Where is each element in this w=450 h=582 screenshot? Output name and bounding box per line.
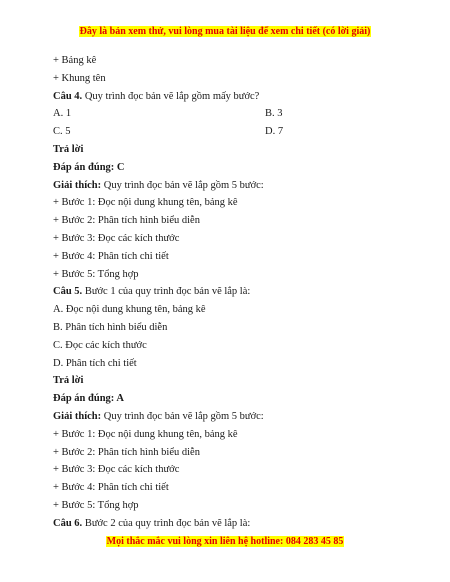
explanation [53, 408, 393, 426]
option-c: C. Đọc các kích thước [53, 339, 147, 351]
step-item: + Bước 4: Phân tích chi tiết [53, 250, 169, 262]
explanation-text: Quy trình đọc bản vẽ lắp gồm 5 bước: [101, 179, 264, 191]
step-item: + Bước 1: Đọc nội dung khung tên, bảng kê [53, 428, 238, 440]
step-item: + Bước 5: Tổng hợp [53, 499, 139, 511]
list-item: + Bảng kê [53, 55, 97, 66]
step-item: + Bước 5: Tổng hợp [53, 268, 139, 280]
preview-banner [0, 26, 450, 38]
option-b: B. Phân tích hình biểu diễn [53, 321, 168, 333]
step-item: + Bước 1: Đọc nội dung khung tên, bảng kê [53, 197, 238, 209]
question-text: Bước 2 của quy trình đọc bản vẽ lắp là: [82, 517, 251, 529]
option-b: B. 3 [265, 108, 283, 120]
correct-answer: Đáp án đúng: A [53, 393, 124, 405]
step-item: + Bước 3: Đọc các kích thước [53, 464, 180, 476]
explanation-label: Giải thích: [53, 179, 102, 191]
explanation-label: Giải thích: [53, 410, 102, 422]
document-body [53, 52, 393, 533]
explanation [53, 177, 393, 195]
option-d: D. Phân tích chi tiết [53, 357, 137, 369]
option-row [53, 105, 393, 123]
correct-answer: Đáp án đúng: C [53, 161, 125, 173]
question-4 [53, 88, 393, 106]
hotline-banner [0, 536, 450, 548]
question-text: Quy trình đọc bản vẽ lắp gồm mấy bước? [82, 90, 260, 102]
question-label: Câu 4. [53, 90, 83, 102]
question-6 [53, 515, 393, 533]
option-a: A. Đọc nội dung khung tên, bảng kê [53, 304, 206, 316]
step-item: + Bước 2: Phân tích hình biểu diễn [53, 215, 200, 227]
answer-heading: Trả lời [53, 375, 84, 387]
question-5 [53, 283, 393, 301]
list-item: + Khung tên [53, 72, 106, 84]
question-text: Bước 1 của quy trình đọc bản vẽ lắp là: [82, 286, 251, 298]
option-row [53, 123, 393, 141]
step-item: + Bước 4: Phân tích chi tiết [53, 482, 169, 494]
preview-banner-text: Đây là bản xem thử, vui lòng mua tài liệu để xem chi tiết (có lời giải) [79, 26, 371, 37]
answer-heading: Trả lời [53, 143, 84, 155]
option-a: A. 1 [53, 108, 72, 120]
step-item: + Bước 3: Đọc các kích thước [53, 232, 180, 244]
step-item: + Bước 2: Phân tích hình biểu diễn [53, 446, 200, 458]
option-c: C. 5 [53, 126, 71, 138]
option-d: D. 7 [265, 126, 284, 138]
explanation-text: Quy trình đọc bản vẽ lắp gồm 5 bước: [101, 410, 264, 422]
question-label: Câu 5. [53, 286, 83, 298]
hotline-banner-text: Mọi thắc mắc vui lòng xin liên hệ hotline: 084 283 45 85 [106, 536, 344, 547]
question-label: Câu 6. [53, 517, 83, 529]
